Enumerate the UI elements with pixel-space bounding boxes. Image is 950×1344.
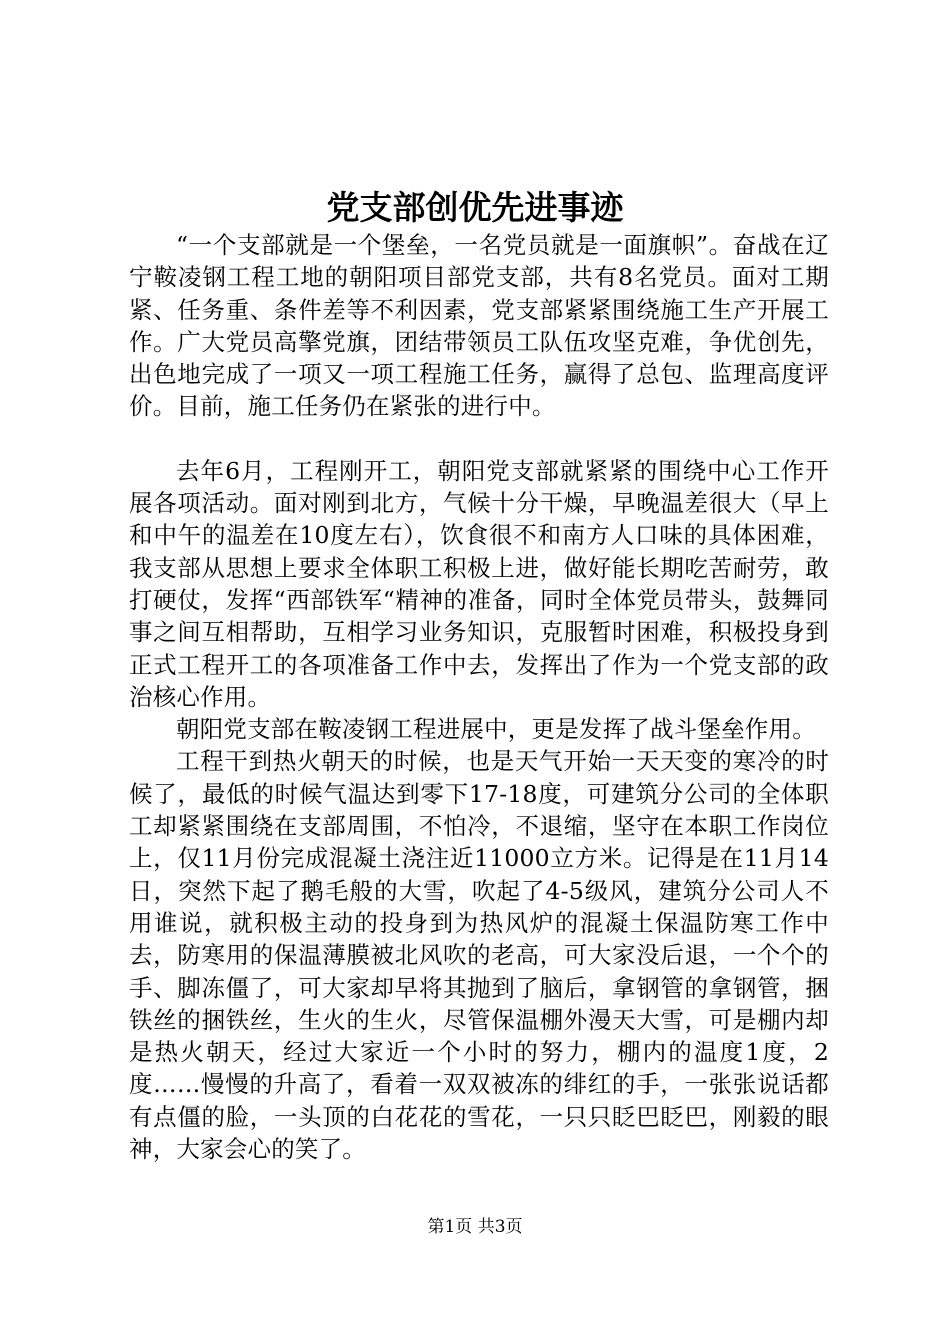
paragraph-3: 朝阳党支部在鞍凌钢工程进展中，更是发挥了战斗堡垒作用。 [176,715,816,744]
document-body [129,229,829,1165]
document-title: 党支部创优先进事迹 [326,188,624,227]
page-footer: 第1页 共3页 [427,1217,523,1237]
paragraph-2: 去年6月，工程刚开工，朝阳党支部就紧紧的围绕中心工作开展各项活动。面对刚到北方，气候十分干燥，早晚温差很大（早上和中午的温差在10度左右），饮食很不和南方人口味的具体困难，我支部从思想上要求全体职工积极上进，做好能长期吃苦耐劳，敢打硬仗，发挥“西部铁军“精神的准备，同时全体党员带头，鼓舞同事之间互相帮助，互相学习业务知识，克服暂时困难，积极投身到正式工程开工的各项准备工作中去，发挥出了作为一个党支部的政治核心作用。 [129,456,829,711]
paragraph-1: “一个支部就是一个堡垒，一名党员就是一面旗帜”。奋战在辽宁鞍凌钢工程工地的朝阳项目部党支部，共有8名党员。面对工期紧、任务重、条件差等不利因素，党支部紧紧围绕施工生产开展工作。广大党员高擎党旗，团结带领员工队伍攻坚克难，争优创先，出色地完成了一项又一项工程施工任务，赢得了总包、监理高度评价。目前，施工任务仍在紧张的进行中。 [129,231,829,421]
paragraph-4: 工程干到热火朝天的时候，也是天气开始一天天变的寒冷的时候了，最低的时候气温达到零下17-18度，可建筑分公司的全体职工却紧紧围绕在支部周围，不怕冷，不退缩，坚守在本职工作岗位上，仅11月份完成混凝土浇注近11000立方米。记得是在11月14日，突然下起了鹅毛般的大雪，吹起了4-5级风，建筑分公司人不用谁说，就积极主动的投身到为热风炉的混凝土保温防寒工作中去，防寒用的保温薄膜被北风吹的老高，可大家没后退，一个个的手、脚冻僵了，可大家却早将其抛到了脑后，拿钢管的拿钢管，捆铁丝的捆铁丝，生火的生火，尽管保温棚外漫天大雪，可是棚内却是热火朝天，经过大家近一个小时的努力，棚内的温度1度，2度……慢慢的升高了，看着一双双被冻的绯红的手，一张张说话都有点僵的脸，一头顶的白花花的雪花，一只只眨巴眨巴，刚毅的眼神，大家会心的笑了。 [129,747,829,1164]
